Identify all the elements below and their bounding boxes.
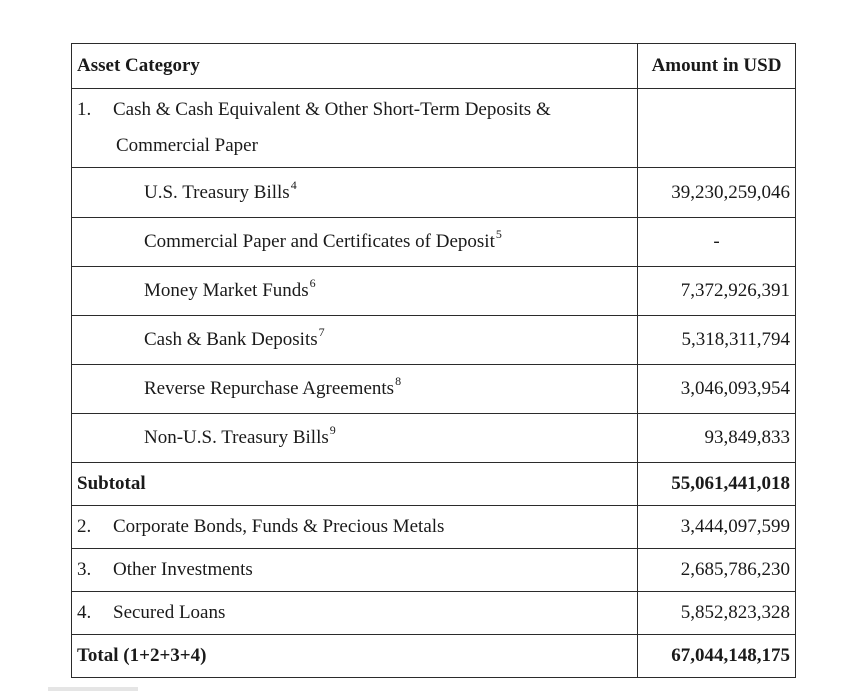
- item-amount: 7,372,926,391: [638, 267, 796, 316]
- table-row: [72, 365, 796, 414]
- header-category: Asset Category: [72, 44, 638, 89]
- section-number: 2.: [77, 516, 92, 537]
- table-row: [72, 549, 796, 592]
- section-amount: 3,444,097,599: [638, 506, 796, 549]
- table-row: [72, 316, 796, 365]
- item-amount: 5,318,311,794: [638, 316, 796, 365]
- table-row: [72, 414, 796, 463]
- section-1-number: 1.: [77, 99, 92, 120]
- footnote-marker: 9: [329, 423, 336, 437]
- table-row: [72, 267, 796, 316]
- total-label: Total (1+2+3+4): [72, 635, 638, 678]
- section-1-title: [72, 89, 638, 168]
- footnote-marker: 6: [309, 276, 316, 290]
- section-1-amount-empty: [638, 89, 796, 168]
- table-row: [72, 168, 796, 218]
- item-label-text: Reverse Repurchase Agreements: [144, 378, 395, 399]
- item-label-text: Money Market Funds: [144, 280, 309, 301]
- section-1-title-line1: Cash & Cash Equivalent & Other Short-Term Deposits &: [113, 99, 551, 120]
- section-amount: 2,685,786,230: [638, 549, 796, 592]
- section-label-text: Secured Loans: [113, 602, 226, 623]
- table-row: [72, 506, 796, 549]
- total-amount: 67,044,148,175: [638, 635, 796, 678]
- section-label-text: Other Investments: [113, 559, 253, 580]
- table-row: [72, 592, 796, 635]
- section-label: [72, 592, 638, 635]
- item-label-text: U.S. Treasury Bills: [144, 181, 290, 203]
- section-amount: 5,852,823,328: [638, 592, 796, 635]
- section-label: [72, 549, 638, 592]
- subtotal-label: Subtotal: [72, 463, 638, 506]
- section-number: 4.: [77, 602, 92, 623]
- section-1-title-line2: Commercial Paper: [116, 135, 258, 156]
- item-label-text: Cash & Bank Deposits: [144, 329, 318, 350]
- section-number: 3.: [77, 559, 92, 580]
- item-label: [72, 168, 638, 218]
- section-label: [72, 506, 638, 549]
- footnote-marker: 5: [495, 227, 502, 241]
- item-amount: 39,230,259,046: [638, 168, 796, 218]
- item-label: [72, 218, 638, 267]
- item-label: [72, 316, 638, 365]
- item-amount: 93,849,833: [638, 414, 796, 463]
- section-label-text: Corporate Bonds, Funds & Precious Metals: [113, 516, 445, 537]
- subtotal-row: [72, 463, 796, 506]
- total-row: [72, 635, 796, 678]
- item-label: [72, 365, 638, 414]
- footnote-marker: 4: [290, 177, 297, 192]
- footnote-marker: 7: [318, 325, 325, 339]
- item-label: [72, 414, 638, 463]
- item-label-text: Commercial Paper and Certificates of Deposit: [144, 231, 495, 252]
- header-amount: Amount in USD: [638, 44, 796, 89]
- section-1-row: [72, 89, 796, 168]
- item-label-text: Non-U.S. Treasury Bills: [144, 427, 329, 448]
- page-edge-fragment: [48, 687, 138, 691]
- footnote-marker: 8: [395, 374, 402, 388]
- asset-table: [71, 43, 796, 678]
- header-row: [72, 44, 796, 89]
- item-label: [72, 267, 638, 316]
- item-amount: -: [638, 218, 796, 267]
- subtotal-amount: 55,061,441,018: [638, 463, 796, 506]
- item-amount: 3,046,093,954: [638, 365, 796, 414]
- table-row: [72, 218, 796, 267]
